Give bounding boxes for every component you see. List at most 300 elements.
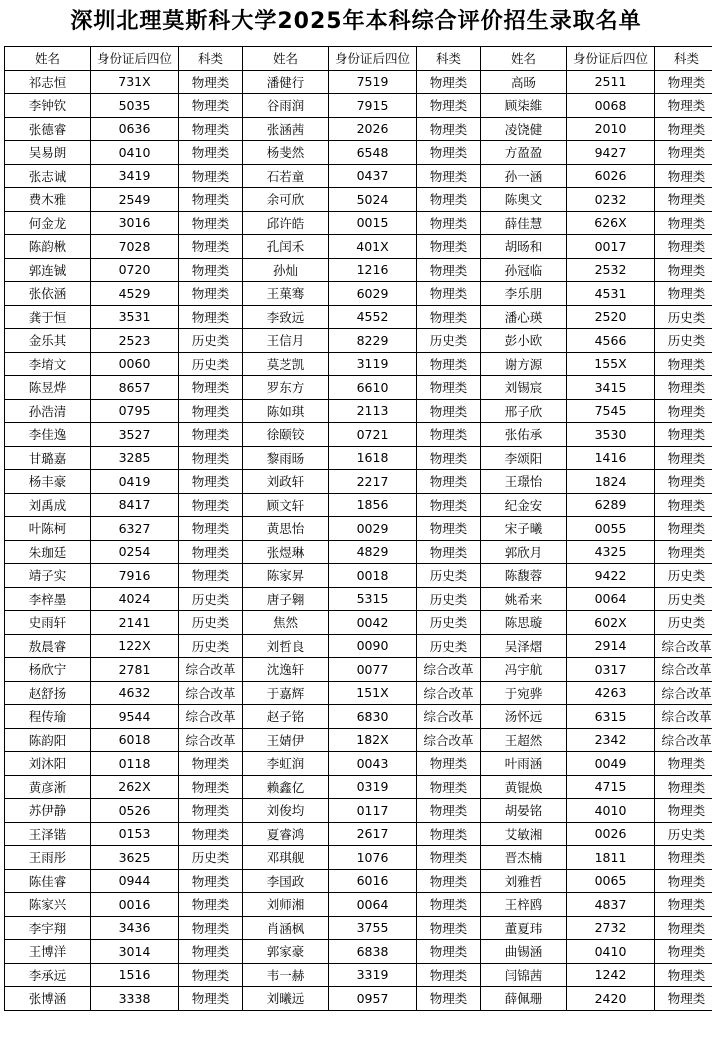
id-last-four-cell: 0043 <box>329 752 417 776</box>
id-last-four-cell: 0317 <box>567 658 655 682</box>
student-name-cell: 郭家豪 <box>243 940 329 964</box>
student-name-cell: 晋杰楠 <box>481 846 567 870</box>
id-last-four-cell: 4552 <box>329 305 417 329</box>
student-name-cell: 叶陈柯 <box>5 517 91 541</box>
id-last-four-cell: 3530 <box>567 423 655 447</box>
id-last-four-cell: 0090 <box>329 634 417 658</box>
table-row <box>5 846 712 870</box>
subject-category-cell: 物理类 <box>655 916 712 940</box>
id-last-four-cell: 401X <box>329 235 417 259</box>
id-last-four-cell: 4529 <box>91 282 179 306</box>
subject-category-cell: 物理类 <box>417 188 481 212</box>
table-row <box>5 282 712 306</box>
student-name-cell: 夏睿鸿 <box>243 822 329 846</box>
subject-category-cell: 物理类 <box>417 775 481 799</box>
subject-category-cell: 综合改革 <box>179 681 243 705</box>
table-header-row <box>5 47 712 71</box>
student-name-cell: 余可欣 <box>243 188 329 212</box>
student-name-cell: 杨斐然 <box>243 141 329 165</box>
student-name-cell: 王雨彤 <box>5 846 91 870</box>
student-name-cell: 赵子铭 <box>243 705 329 729</box>
student-name-cell: 高旸 <box>481 70 567 94</box>
table-row <box>5 963 712 987</box>
subject-category-cell: 物理类 <box>179 963 243 987</box>
subject-category-cell: 综合改革 <box>655 658 712 682</box>
student-name-cell: 李承远 <box>5 963 91 987</box>
id-last-four-cell: 0060 <box>91 352 179 376</box>
id-last-four-cell: 5024 <box>329 188 417 212</box>
student-name-cell: 胡晏铭 <box>481 799 567 823</box>
subject-category-cell: 物理类 <box>417 164 481 188</box>
header-subject: 科类 <box>655 47 712 71</box>
subject-category-cell: 物理类 <box>655 517 712 541</box>
student-name-cell: 刘锡宸 <box>481 376 567 400</box>
student-name-cell: 汤怀远 <box>481 705 567 729</box>
id-last-four-cell: 1811 <box>567 846 655 870</box>
student-name-cell: 张博涵 <box>5 987 91 1011</box>
subject-category-cell: 物理类 <box>179 775 243 799</box>
student-name-cell: 甘璐嘉 <box>5 446 91 470</box>
header-name: 姓名 <box>5 47 91 71</box>
student-name-cell: 张煜琳 <box>243 540 329 564</box>
student-name-cell: 刘雅哲 <box>481 869 567 893</box>
id-last-four-cell: 0319 <box>329 775 417 799</box>
subject-category-cell: 物理类 <box>655 446 712 470</box>
subject-category-cell: 物理类 <box>179 752 243 776</box>
subject-category-cell: 物理类 <box>655 869 712 893</box>
subject-category-cell: 物理类 <box>179 940 243 964</box>
student-name-cell: 陈昱烨 <box>5 376 91 400</box>
table-row <box>5 611 712 635</box>
table-row <box>5 305 712 329</box>
subject-category-cell: 历史类 <box>655 822 712 846</box>
student-name-cell: 何金龙 <box>5 211 91 235</box>
student-name-cell: 唐子翱 <box>243 587 329 611</box>
id-last-four-cell: 155X <box>567 352 655 376</box>
id-last-four-cell: 0410 <box>91 141 179 165</box>
student-name-cell: 刘哲良 <box>243 634 329 658</box>
table-row <box>5 799 712 823</box>
subject-category-cell: 物理类 <box>179 305 243 329</box>
id-last-four-cell: 182X <box>329 728 417 752</box>
student-name-cell: 李梓墨 <box>5 587 91 611</box>
subject-category-cell: 历史类 <box>417 564 481 588</box>
subject-category-cell: 物理类 <box>179 540 243 564</box>
subject-category-cell: 物理类 <box>417 446 481 470</box>
student-name-cell: 胡旸和 <box>481 235 567 259</box>
student-name-cell: 姚希来 <box>481 587 567 611</box>
student-name-cell: 孙冠临 <box>481 258 567 282</box>
table-row <box>5 987 712 1011</box>
id-last-four-cell: 7915 <box>329 94 417 118</box>
header-id: 身份证后四位 <box>329 47 417 71</box>
student-name-cell: 李致远 <box>243 305 329 329</box>
subject-category-cell: 物理类 <box>417 916 481 940</box>
student-name-cell: 肖涵枫 <box>243 916 329 940</box>
id-last-four-cell: 2141 <box>91 611 179 635</box>
id-last-four-cell: 731X <box>91 70 179 94</box>
id-last-four-cell: 0015 <box>329 211 417 235</box>
id-last-four-cell: 2732 <box>567 916 655 940</box>
subject-category-cell: 物理类 <box>417 517 481 541</box>
student-name-cell: 王梓鸥 <box>481 893 567 917</box>
subject-category-cell: 物理类 <box>179 987 243 1011</box>
subject-category-cell: 物理类 <box>655 70 712 94</box>
id-last-four-cell: 0049 <box>567 752 655 776</box>
id-last-four-cell: 3016 <box>91 211 179 235</box>
id-last-four-cell: 0437 <box>329 164 417 188</box>
table-row <box>5 258 712 282</box>
subject-category-cell: 物理类 <box>179 164 243 188</box>
subject-category-cell: 综合改革 <box>179 728 243 752</box>
student-name-cell: 李宇翔 <box>5 916 91 940</box>
subject-category-cell: 物理类 <box>417 423 481 447</box>
table-row <box>5 423 712 447</box>
student-name-cell: 陈佳睿 <box>5 869 91 893</box>
id-last-four-cell: 3319 <box>329 963 417 987</box>
subject-category-cell: 物理类 <box>655 282 712 306</box>
student-name-cell: 靖子实 <box>5 564 91 588</box>
id-last-four-cell: 0636 <box>91 117 179 141</box>
subject-category-cell: 物理类 <box>417 540 481 564</box>
student-name-cell: 李乐朋 <box>481 282 567 306</box>
id-last-four-cell: 3285 <box>91 446 179 470</box>
subject-category-cell: 历史类 <box>179 587 243 611</box>
student-name-cell: 王婧伊 <box>243 728 329 752</box>
subject-category-cell: 历史类 <box>179 846 243 870</box>
subject-category-cell: 物理类 <box>655 211 712 235</box>
subject-category-cell: 物理类 <box>179 423 243 447</box>
subject-category-cell: 综合改革 <box>655 634 712 658</box>
student-name-cell: 王超然 <box>481 728 567 752</box>
id-last-four-cell: 1618 <box>329 446 417 470</box>
student-name-cell: 张德睿 <box>5 117 91 141</box>
student-name-cell: 李虹润 <box>243 752 329 776</box>
student-name-cell: 沈逸轩 <box>243 658 329 682</box>
subject-category-cell: 物理类 <box>655 352 712 376</box>
id-last-four-cell: 0055 <box>567 517 655 541</box>
subject-category-cell: 综合改革 <box>417 705 481 729</box>
student-name-cell: 杨欣宁 <box>5 658 91 682</box>
table-row <box>5 117 712 141</box>
student-name-cell: 叶雨涵 <box>481 752 567 776</box>
subject-category-cell: 历史类 <box>655 564 712 588</box>
id-last-four-cell: 0064 <box>329 893 417 917</box>
student-name-cell: 邓琪舰 <box>243 846 329 870</box>
id-last-four-cell: 1076 <box>329 846 417 870</box>
subject-category-cell: 综合改革 <box>655 728 712 752</box>
table-row <box>5 493 712 517</box>
id-last-four-cell: 1242 <box>567 963 655 987</box>
student-name-cell: 潘健行 <box>243 70 329 94</box>
subject-category-cell: 物理类 <box>417 141 481 165</box>
id-last-four-cell: 1856 <box>329 493 417 517</box>
student-name-cell: 刘俊均 <box>243 799 329 823</box>
id-last-four-cell: 2549 <box>91 188 179 212</box>
id-last-four-cell: 6026 <box>567 164 655 188</box>
table-row <box>5 188 712 212</box>
subject-category-cell: 物理类 <box>417 399 481 423</box>
id-last-four-cell: 9427 <box>567 141 655 165</box>
subject-category-cell: 历史类 <box>655 305 712 329</box>
table-row <box>5 517 712 541</box>
table-row <box>5 211 712 235</box>
student-name-cell: 方盈盈 <box>481 141 567 165</box>
student-name-cell: 杨丰豪 <box>5 470 91 494</box>
id-last-four-cell: 7028 <box>91 235 179 259</box>
header-subject: 科类 <box>417 47 481 71</box>
subject-category-cell: 物理类 <box>655 188 712 212</box>
subject-category-cell: 物理类 <box>179 799 243 823</box>
table-row <box>5 681 712 705</box>
subject-category-cell: 物理类 <box>417 94 481 118</box>
id-last-four-cell: 3527 <box>91 423 179 447</box>
subject-category-cell: 历史类 <box>655 329 712 353</box>
subject-category-cell: 物理类 <box>179 470 243 494</box>
student-name-cell: 张依涵 <box>5 282 91 306</box>
student-name-cell: 董夏玮 <box>481 916 567 940</box>
id-last-four-cell: 262X <box>91 775 179 799</box>
id-last-four-cell: 7545 <box>567 399 655 423</box>
student-name-cell: 刘曦远 <box>243 987 329 1011</box>
student-name-cell: 郭连铖 <box>5 258 91 282</box>
subject-category-cell: 物理类 <box>417 822 481 846</box>
student-name-cell: 邢子欣 <box>481 399 567 423</box>
subject-category-cell: 综合改革 <box>417 681 481 705</box>
subject-category-cell: 历史类 <box>179 329 243 353</box>
table-row <box>5 470 712 494</box>
id-last-four-cell: 2520 <box>567 305 655 329</box>
id-last-four-cell: 9422 <box>567 564 655 588</box>
table-row <box>5 446 712 470</box>
student-name-cell: 赖鑫亿 <box>243 775 329 799</box>
student-name-cell: 李堉文 <box>5 352 91 376</box>
subject-category-cell: 物理类 <box>655 470 712 494</box>
id-last-four-cell: 1216 <box>329 258 417 282</box>
id-last-four-cell: 0118 <box>91 752 179 776</box>
student-name-cell: 孙灿 <box>243 258 329 282</box>
header-subject: 科类 <box>179 47 243 71</box>
id-last-four-cell: 1516 <box>91 963 179 987</box>
subject-category-cell: 历史类 <box>655 587 712 611</box>
student-name-cell: 陈思璇 <box>481 611 567 635</box>
student-name-cell: 吴易朗 <box>5 141 91 165</box>
subject-category-cell: 物理类 <box>179 70 243 94</box>
id-last-four-cell: 0232 <box>567 188 655 212</box>
student-name-cell: 石若童 <box>243 164 329 188</box>
subject-category-cell: 综合改革 <box>417 728 481 752</box>
table-body <box>5 70 712 1010</box>
student-name-cell: 陈韵楸 <box>5 235 91 259</box>
student-name-cell: 金乐其 <box>5 329 91 353</box>
student-name-cell: 顾文轩 <box>243 493 329 517</box>
student-name-cell: 陈家昇 <box>243 564 329 588</box>
subject-category-cell: 物理类 <box>417 893 481 917</box>
table-row <box>5 775 712 799</box>
table-row <box>5 940 712 964</box>
student-name-cell: 莫芝凯 <box>243 352 329 376</box>
id-last-four-cell: 4325 <box>567 540 655 564</box>
student-name-cell: 李颂阳 <box>481 446 567 470</box>
student-name-cell: 陈韵阳 <box>5 728 91 752</box>
subject-category-cell: 历史类 <box>417 611 481 635</box>
subject-category-cell: 物理类 <box>655 423 712 447</box>
subject-category-cell: 历史类 <box>417 329 481 353</box>
table-row <box>5 352 712 376</box>
table-row <box>5 752 712 776</box>
id-last-four-cell: 0410 <box>567 940 655 964</box>
id-last-four-cell: 9544 <box>91 705 179 729</box>
student-name-cell: 张佑承 <box>481 423 567 447</box>
subject-category-cell: 物理类 <box>179 869 243 893</box>
subject-category-cell: 物理类 <box>417 258 481 282</box>
id-last-four-cell: 0064 <box>567 587 655 611</box>
student-name-cell: 闫锦茜 <box>481 963 567 987</box>
id-last-four-cell: 6018 <box>91 728 179 752</box>
subject-category-cell: 历史类 <box>179 634 243 658</box>
id-last-four-cell: 6548 <box>329 141 417 165</box>
subject-category-cell: 物理类 <box>655 846 712 870</box>
subject-category-cell: 物理类 <box>179 211 243 235</box>
id-last-four-cell: 6327 <box>91 517 179 541</box>
subject-category-cell: 物理类 <box>655 164 712 188</box>
table-row <box>5 540 712 564</box>
subject-category-cell: 历史类 <box>655 611 712 635</box>
id-last-four-cell: 3531 <box>91 305 179 329</box>
id-last-four-cell: 6289 <box>567 493 655 517</box>
subject-category-cell: 物理类 <box>179 564 243 588</box>
id-last-four-cell: 0068 <box>567 94 655 118</box>
id-last-four-cell: 6830 <box>329 705 417 729</box>
subject-category-cell: 物理类 <box>179 493 243 517</box>
id-last-four-cell: 4263 <box>567 681 655 705</box>
subject-category-cell: 综合改革 <box>179 658 243 682</box>
id-last-four-cell: 7916 <box>91 564 179 588</box>
id-last-four-cell: 6029 <box>329 282 417 306</box>
id-last-four-cell: 0065 <box>567 869 655 893</box>
table-row <box>5 70 712 94</box>
id-last-four-cell: 0042 <box>329 611 417 635</box>
subject-category-cell: 历史类 <box>179 611 243 635</box>
student-name-cell: 孙浩清 <box>5 399 91 423</box>
subject-category-cell: 物理类 <box>655 752 712 776</box>
id-last-four-cell: 2617 <box>329 822 417 846</box>
id-last-four-cell: 6838 <box>329 940 417 964</box>
id-last-four-cell: 6315 <box>567 705 655 729</box>
subject-category-cell: 物理类 <box>179 399 243 423</box>
subject-category-cell: 物理类 <box>417 987 481 1011</box>
id-last-four-cell: 2217 <box>329 470 417 494</box>
student-name-cell: 黄彦淅 <box>5 775 91 799</box>
id-last-four-cell: 0721 <box>329 423 417 447</box>
table-row <box>5 399 712 423</box>
table-row <box>5 658 712 682</box>
table-row <box>5 164 712 188</box>
id-last-four-cell: 2342 <box>567 728 655 752</box>
subject-category-cell: 物理类 <box>655 141 712 165</box>
student-name-cell: 张涵茜 <box>243 117 329 141</box>
subject-category-cell: 物理类 <box>655 117 712 141</box>
subject-category-cell: 物理类 <box>179 141 243 165</box>
id-last-four-cell: 122X <box>91 634 179 658</box>
student-name-cell: 彭小欧 <box>481 329 567 353</box>
student-name-cell: 薛佳慧 <box>481 211 567 235</box>
id-last-four-cell: 0153 <box>91 822 179 846</box>
id-last-four-cell: 0029 <box>329 517 417 541</box>
header-id: 身份证后四位 <box>567 47 655 71</box>
subject-category-cell: 物理类 <box>655 775 712 799</box>
student-name-cell: 谢方源 <box>481 352 567 376</box>
id-last-four-cell: 4837 <box>567 893 655 917</box>
student-name-cell: 黄思怡 <box>243 517 329 541</box>
id-last-four-cell: 2511 <box>567 70 655 94</box>
subject-category-cell: 物理类 <box>655 376 712 400</box>
id-last-four-cell: 0016 <box>91 893 179 917</box>
id-last-four-cell: 3755 <box>329 916 417 940</box>
id-last-four-cell: 0026 <box>567 822 655 846</box>
subject-category-cell: 物理类 <box>417 352 481 376</box>
id-last-four-cell: 2010 <box>567 117 655 141</box>
student-name-cell: 费木雅 <box>5 188 91 212</box>
subject-category-cell: 物理类 <box>417 70 481 94</box>
subject-category-cell: 历史类 <box>417 587 481 611</box>
student-name-cell: 纪金安 <box>481 493 567 517</box>
table-row <box>5 141 712 165</box>
subject-category-cell: 物理类 <box>179 188 243 212</box>
subject-category-cell: 物理类 <box>179 94 243 118</box>
subject-category-cell: 物理类 <box>655 399 712 423</box>
id-last-four-cell: 2523 <box>91 329 179 353</box>
id-last-four-cell: 2914 <box>567 634 655 658</box>
student-name-cell: 徐颐铰 <box>243 423 329 447</box>
student-name-cell: 刘禹成 <box>5 493 91 517</box>
id-last-four-cell: 2420 <box>567 987 655 1011</box>
id-last-four-cell: 4566 <box>567 329 655 353</box>
student-name-cell: 于嘉辉 <box>243 681 329 705</box>
student-name-cell: 刘政轩 <box>243 470 329 494</box>
header-name: 姓名 <box>243 47 329 71</box>
table-row <box>5 94 712 118</box>
subject-category-cell: 综合改革 <box>655 681 712 705</box>
id-last-four-cell: 602X <box>567 611 655 635</box>
id-last-four-cell: 6016 <box>329 869 417 893</box>
table-row <box>5 822 712 846</box>
admission-table <box>4 46 712 1011</box>
subject-category-cell: 物理类 <box>655 94 712 118</box>
subject-category-cell: 物理类 <box>655 540 712 564</box>
student-name-cell: 王博洋 <box>5 940 91 964</box>
id-last-four-cell: 8657 <box>91 376 179 400</box>
subject-category-cell: 物理类 <box>655 258 712 282</box>
id-last-four-cell: 4829 <box>329 540 417 564</box>
page-title: 深圳北理莫斯科大学2025年本科综合评价招生录取名单 <box>70 9 642 34</box>
table-row <box>5 869 712 893</box>
student-name-cell: 苏伊静 <box>5 799 91 823</box>
student-name-cell: 冯宇航 <box>481 658 567 682</box>
student-name-cell: 孔闰禾 <box>243 235 329 259</box>
student-name-cell: 史雨轩 <box>5 611 91 635</box>
student-name-cell: 宋子曦 <box>481 517 567 541</box>
student-name-cell: 王菓骞 <box>243 282 329 306</box>
table-row <box>5 376 712 400</box>
student-name-cell: 邱许皓 <box>243 211 329 235</box>
id-last-four-cell: 0018 <box>329 564 417 588</box>
subject-category-cell: 物理类 <box>417 846 481 870</box>
header-id: 身份证后四位 <box>91 47 179 71</box>
table-row <box>5 564 712 588</box>
table-row <box>5 728 712 752</box>
subject-category-cell: 物理类 <box>655 987 712 1011</box>
